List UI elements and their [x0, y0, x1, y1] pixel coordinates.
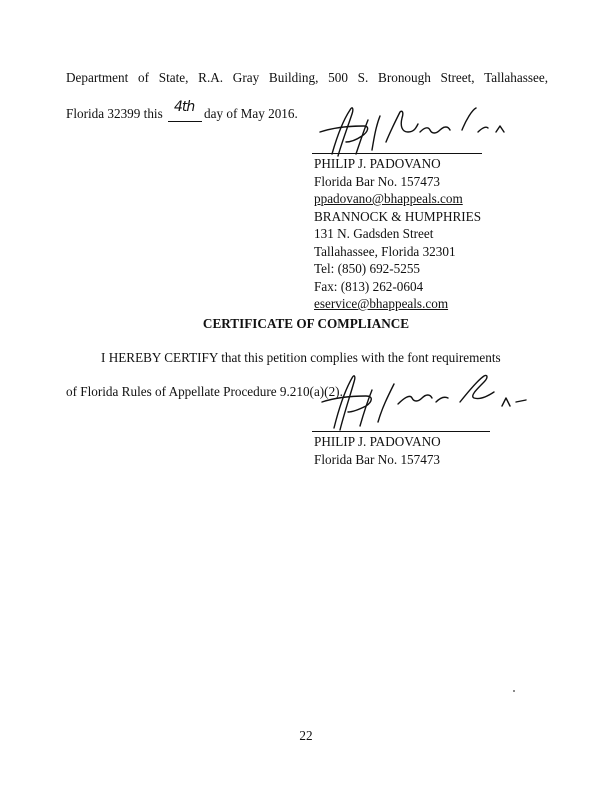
body-line-1: Department of State, R.A. Gray Building, 500 S. Bronough Street, Tallahassee, [66, 70, 548, 85]
signature-1-image [312, 102, 522, 160]
date-text-after: day of May 2016. [204, 106, 298, 121]
firm-name: BRANNOCK & HUMPHRIES [314, 208, 482, 224]
certificate-line-1: I HEREBY CERTIFY that this petition complies with the font requirements [101, 350, 501, 365]
body-line-2 [66, 99, 298, 122]
city-address: Tallahassee, Florida 32301 [314, 243, 456, 259]
street-address: 131 N. Gadsden Street [314, 226, 434, 241]
page-number: 22 [299, 728, 313, 743]
signature-block-1 [314, 155, 481, 313]
bar-number-1: Florida Bar No. 157473 [314, 173, 441, 189]
fax: Fax: (813) 262-0604 [314, 278, 424, 294]
signature-block-2 [314, 433, 441, 468]
signature-2-image [312, 368, 532, 434]
date-blank [168, 99, 202, 122]
certificate-heading: CERTIFICATE OF COMPLIANCE [202, 316, 410, 331]
email-link[interactable]: ppadovano@bhappeals.com [314, 191, 463, 206]
telephone: Tel: (850) 692-5255 [314, 261, 421, 276]
handwritten-day: 4th [174, 99, 195, 115]
certificate-line-2: of Florida Rules of Appellate Procedure 9.210(a)(2). [66, 384, 343, 399]
signer-name-2: PHILIP J. PADOVANO [314, 434, 441, 449]
eservice-link[interactable]: eservice@bhappeals.com [314, 296, 449, 311]
scan-speck [513, 690, 515, 692]
signature-1-line [312, 153, 482, 154]
signer-name-1: PHILIP J. PADOVANO [314, 156, 441, 171]
signature-2-line [312, 431, 490, 432]
bar-number-2: Florida Bar No. 157473 [314, 451, 441, 467]
date-text-before: Florida 32399 this [66, 106, 163, 121]
